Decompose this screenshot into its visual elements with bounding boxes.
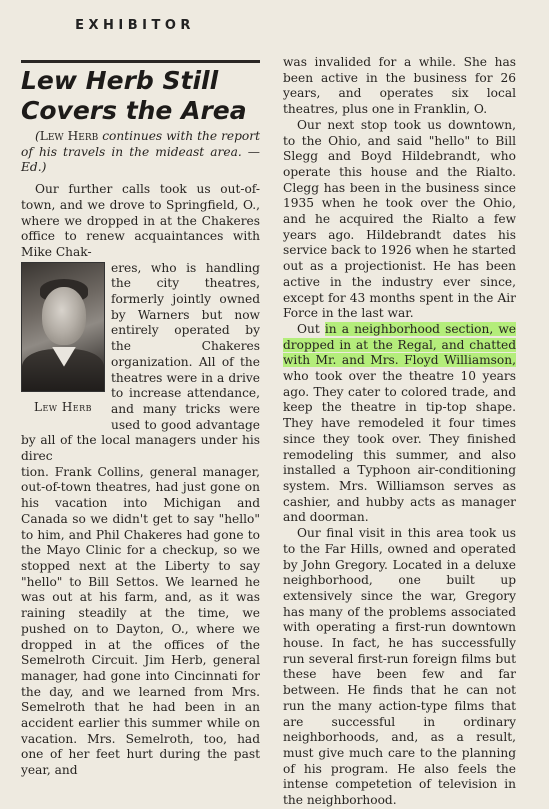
highlighted-text: in a neighborhood section, we dropped in at the Regal, and chatted with Mr. and Mrs. Floyd Williamson, [283,321,516,368]
right-column [283,55,516,809]
article-headline [21,66,266,126]
headline-rule [21,60,260,63]
photo-block [21,262,105,422]
paragraph-far-hills: Our final visit in this area took us to the Far Hills, owned and operated by John Gregory. Located in a deluxe neighborhood, one built up extensively since the war, Gregory has many of the problems associated with operating a first-run downtown house. In fact, he has successfully run several first-run foreign films but these have been few and far between. He finds that he can not run the many action-type films that are successful in ordinary neighborhoods, and, as a result, must give much care to the planning of his program. He also feels the intense competetion of television in the neighborhood. [283,526,516,808]
headline-line-2: Covers the Area [21,96,247,125]
paragraph-ohio: Our next stop took us downtown, to the Ohio, and said "hello" to Bill Slegg and Boyd Hildebrandt, who operate this house and the Rialto. Clegg has been in the business since 1935 when he took over the Ohio, and he acquired the Rialto a few years ago. Hildebrandt dates his service back to 1926 when he started out as a projectionist. He has been active in the industry ever since, except for 43 months spent in the Air Force in the last war. [283,117,516,321]
portrait-photo [21,262,105,392]
paragraph-regal: Out in a neighborhood section, we dropped in at the Regal, and chatted with Mr. and Mrs. Floyd Williamson, who took over the theatre 10 years ago. They cater to colored trade, and keep the theatre in tip-top shape. They have remodeled it four times since they took over. They finished remodeling this summer, and also installed a Typhoon air-conditioning system. Mrs. Williamson serves as cashier, and hubby acts as manager and doorman. [283,321,516,525]
editor-note: (Lew Herb continues with the report of his travels in the mideast area. —Ed.) [21,129,260,175]
paragraph-intro: Our further calls took us out-of-town, and we drove to Springfield, O., where we dropped in at the Chakeres office to renew acquaintances with Mike Chak- [21,182,260,259]
paragraph-continued: was invalided for a while. She has been active in the business for 26 years, and operates six local theatres, plus one in Franklin, O. [283,55,516,117]
magazine-masthead: EXHIBITOR [75,18,195,33]
editor-note-name: Lew Herb [39,129,99,143]
photo-caption: Lew Herb [33,399,93,414]
paragraph-after-photo: tion. Frank Collins, general manager, out-of-town theatres, had just gone on his vacation into Michigan and Canada so we didn't get to say "hello" to him, and Phil Chakeres had gone to the Mayo Clinic for a checkup, so we stopped next at the Liberty to say "hello" to Bill Settos. We learned he was out at his farm, and, as it was raining steadily at the time, we pushed on to Dayton, O., where we dropped in at the offices of the Semelroth Circuit. Jim Herb, general manager, had gone into Cincinnati for the day, and we learned from Mrs. Semelroth that he had been in an accident earlier this summer while on vacation. Mrs. Semelroth, too, had one of her feet hurt during the past year, and [21,464,260,778]
left-column [21,129,260,779]
headline-line-1: Lew Herb Still [21,66,219,95]
paragraph-beside-photo: eres, who is handling the city theatres, formerly jointly owned by Warners but now entirely operated by the Chakeres organization. All of the theatres were in a drive to increase attendance, and many tricks were used to good advantage by all of the local managers under his direc [21,260,260,464]
